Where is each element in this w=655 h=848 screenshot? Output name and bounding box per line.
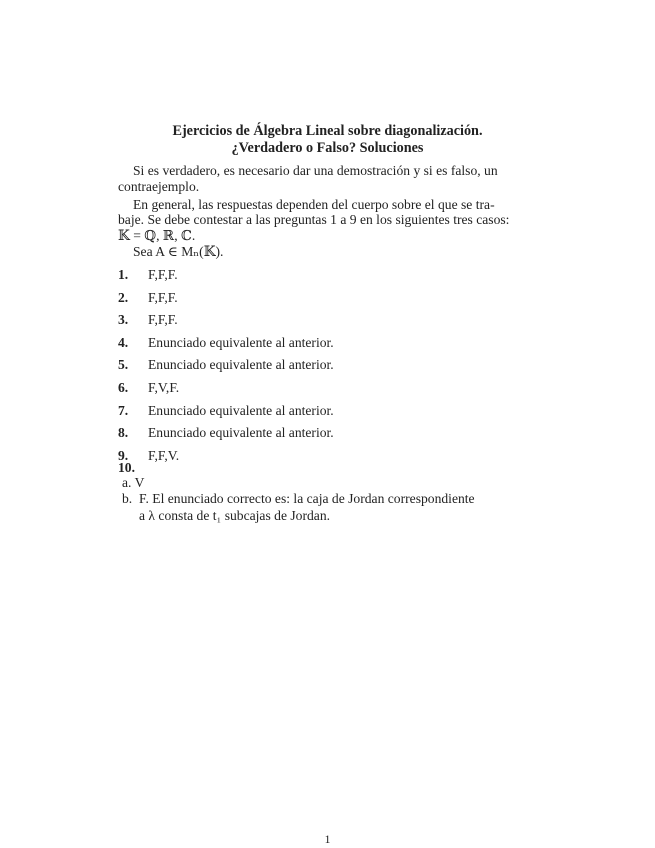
answer-text: Enunciado equivalente al anterior. — [148, 334, 334, 350]
answer-text: F,F,F. — [148, 267, 178, 282]
intro-p1-line2: contraejemplo. — [118, 179, 200, 194]
answer-text: F,F,F. — [148, 312, 178, 328]
answer-text: Enunciado equivalente al anterior. — [148, 357, 334, 373]
intro-p2-line2: baje. Se debe contestar a las preguntas 1 a 9 en los siguientes tres casos: — [118, 212, 510, 227]
intro-p2-line3: 𝕂 = ℚ, ℝ, ℂ. — [118, 228, 196, 243]
answer-number: 7. — [118, 402, 129, 418]
answer-10a: a. V — [122, 475, 145, 490]
answer-number: 2. — [118, 289, 129, 305]
intro-p2-line1: En general, las respuestas dependen del cuerpo sobre el que se tra- — [133, 197, 495, 212]
answer-number: 6. — [118, 380, 129, 395]
answer-number: 9. — [118, 447, 129, 463]
answer-text: F,V,F. — [148, 380, 180, 395]
answer-text: Enunciado equivalente al anterior. — [148, 425, 334, 441]
answer-number: 1. — [118, 267, 129, 282]
title-line-2: ¿Verdadero o Falso? Soluciones — [231, 140, 424, 156]
answer-number: 5. — [118, 357, 129, 373]
answer-text: Enunciado equivalente al anterior. — [148, 402, 334, 418]
intro-p1-line1: Si es verdadero, es necesario dar una demostración y si es falso, un — [133, 163, 498, 178]
answer-text: F,F,F. — [148, 289, 178, 305]
answer-10-number: 10. — [118, 460, 135, 475]
answer-number: 3. — [118, 312, 129, 328]
intro-p3: Sea A ∈ Mₙ(𝕂). — [133, 244, 224, 259]
page-number: 1 — [324, 832, 331, 846]
title-line-1: Ejercicios de Álgebra Lineal sobre diagonalización. — [172, 123, 483, 139]
answer-number: 8. — [118, 425, 129, 441]
answer-number: 4. — [118, 334, 129, 350]
answer-10b-line2: a λ consta de t₁ subcajas de Jordan. — [139, 508, 331, 523]
answer-text: F,F,V. — [148, 447, 180, 463]
answer-10b-line1: b. F. El enunciado correcto es: la caja de Jordan correspondiente — [122, 491, 475, 506]
